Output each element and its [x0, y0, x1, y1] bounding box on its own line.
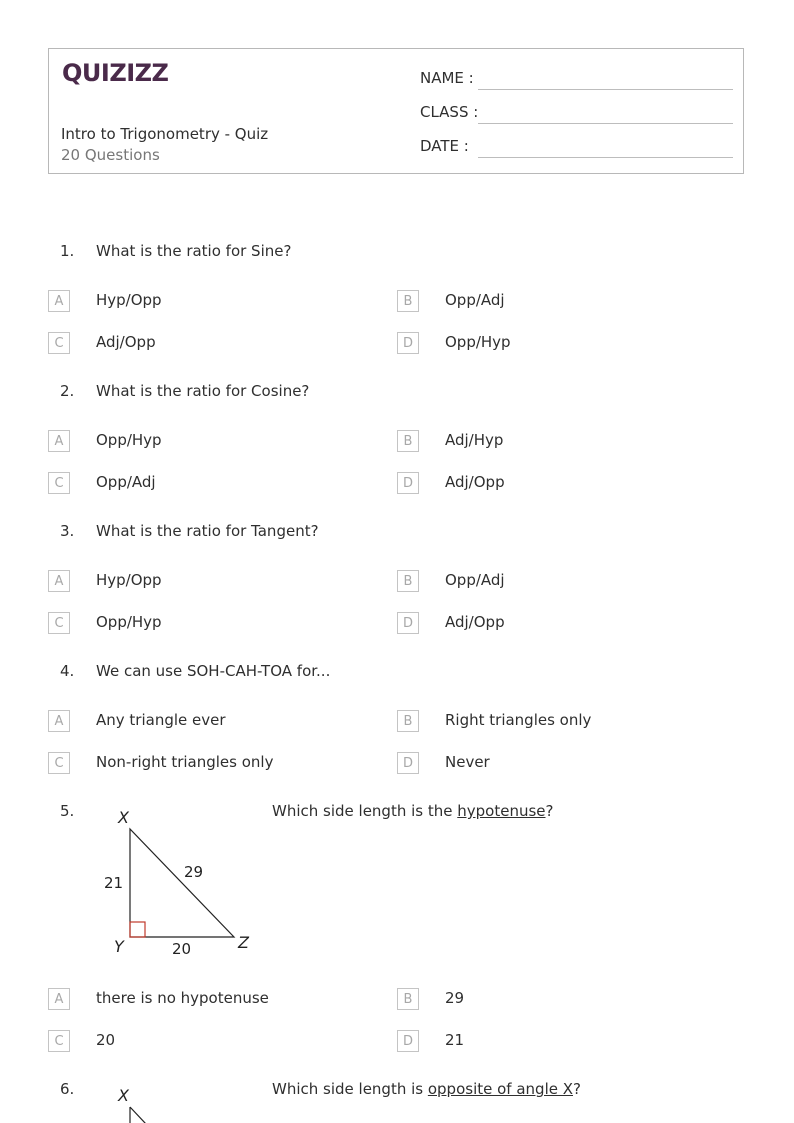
question-number: 1. [60, 242, 75, 260]
option-d-text: Opp/Hyp [445, 333, 511, 351]
option-d-text: Never [445, 753, 490, 771]
question-text: We can use SOH-CAH-TOA for... [96, 662, 331, 680]
triangle-edge [130, 1107, 146, 1123]
option-d-box[interactable]: D [397, 472, 419, 494]
option-d-box[interactable]: D [397, 752, 419, 774]
vertex-x-label: X [118, 808, 129, 827]
date-line [478, 157, 733, 158]
class-line [478, 123, 733, 124]
option-b-text: Opp/Adj [445, 571, 505, 589]
option-c-box[interactable]: C [48, 332, 70, 354]
quiz-title: Intro to Trigonometry - Quiz [61, 125, 269, 143]
right-triangle-diagram [96, 800, 266, 965]
vertex-y-label: Y [114, 937, 124, 956]
question-number: 2. [60, 382, 75, 400]
option-c-text: 20 [96, 1031, 116, 1049]
worksheet-header [48, 48, 744, 174]
option-a-text: Hyp/Opp [96, 291, 162, 309]
option-d-box[interactable]: D [397, 332, 419, 354]
option-c-text: Adj/Opp [96, 333, 156, 351]
side-yz-label: 20 [172, 940, 192, 958]
option-c-box[interactable]: C [48, 612, 70, 634]
name-label: NAME : [420, 69, 474, 87]
class-label: CLASS : [420, 103, 479, 121]
option-d-text: Adj/Opp [445, 473, 505, 491]
option-d-text: 21 [445, 1031, 465, 1049]
option-c-box[interactable]: C [48, 1030, 70, 1052]
option-c-text: Opp/Adj [96, 473, 156, 491]
vertex-z-label: Z [238, 933, 249, 952]
option-a-text: Opp/Hyp [96, 431, 162, 449]
question-text: What is the ratio for Cosine? [96, 382, 310, 400]
option-b-box[interactable]: B [397, 290, 419, 312]
option-a-text: Hyp/Opp [96, 571, 162, 589]
option-a-text: there is no hypotenuse [96, 989, 269, 1007]
option-d-text: Adj/Opp [445, 613, 505, 631]
option-b-box[interactable]: B [397, 710, 419, 732]
triangle-diagram-partial [96, 1078, 176, 1123]
triangle-outline [130, 829, 234, 937]
option-b-box[interactable]: B [397, 988, 419, 1010]
question-text: What is the ratio for Sine? [96, 242, 292, 260]
option-a-box[interactable]: A [48, 710, 70, 732]
question-number: 4. [60, 662, 75, 680]
option-a-box[interactable]: A [48, 290, 70, 312]
side-xz-label: 29 [184, 863, 204, 881]
option-c-box[interactable]: C [48, 472, 70, 494]
option-a-box[interactable]: A [48, 988, 70, 1010]
option-d-box[interactable]: D [397, 612, 419, 634]
option-b-text: 29 [445, 989, 465, 1007]
option-a-box[interactable]: A [48, 430, 70, 452]
question-number: 5. [60, 802, 75, 820]
option-c-text: Opp/Hyp [96, 613, 162, 631]
option-b-text: Right triangles only [445, 711, 592, 729]
question-text: Which side length is the hypotenuse? [272, 802, 554, 820]
question-text: Which side length is opposite of angle X? [272, 1080, 581, 1098]
option-a-text: Any triangle ever [96, 711, 226, 729]
question-number: 6. [60, 1080, 75, 1098]
option-c-box[interactable]: C [48, 752, 70, 774]
option-b-text: Adj/Hyp [445, 431, 504, 449]
option-b-box[interactable]: B [397, 570, 419, 592]
question-text: What is the ratio for Tangent? [96, 522, 319, 540]
option-b-text: Opp/Adj [445, 291, 505, 309]
question-count: 20 Questions [61, 146, 160, 164]
option-d-box[interactable]: D [397, 1030, 419, 1052]
name-line [478, 89, 733, 90]
right-angle-marker [130, 922, 145, 937]
quizizz-logo: QUIZIZZ [62, 59, 169, 87]
date-label: DATE : [420, 137, 469, 155]
option-b-box[interactable]: B [397, 430, 419, 452]
option-c-text: Non-right triangles only [96, 753, 274, 771]
question-number: 3. [60, 522, 75, 540]
vertex-x-label: X [118, 1086, 129, 1105]
option-a-box[interactable]: A [48, 570, 70, 592]
side-xy-label: 21 [104, 874, 124, 892]
